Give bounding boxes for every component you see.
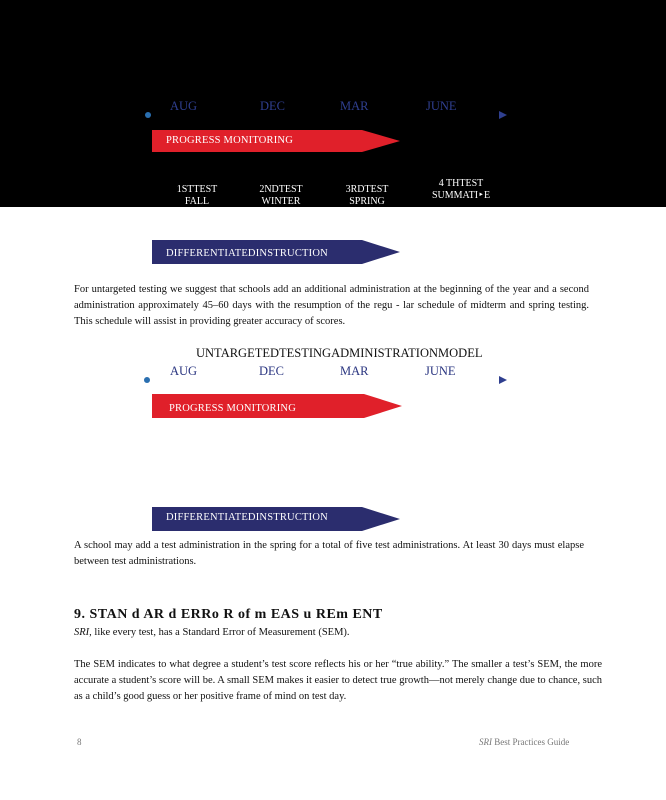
spring-administration-paragraph: A school may add a test administration in the spring for a total of five test administrations. At least 30 days must elapse between test administrations. <box>74 540 584 567</box>
sem-intro: SRI, like every test, has a Standard Error of Measurement (SEM). <box>74 627 350 638</box>
timeline1-month-dec: DEC <box>260 99 285 113</box>
timeline2-month-june: JUNE <box>425 364 456 378</box>
timeline2-month-mar: MAR <box>340 364 369 378</box>
sem-explanation-paragraph: The SEM indicates to what degree a student’s test score reflects his or her “true ability.” The smaller a test’s SEM, the more accurate a student’s score will be. A small SEM makes it easier to detect true growth—not merely change due to chance, such as a child’s good guess or her positive frame of mind on test day. <box>74 659 602 702</box>
timeline2-month-aug: AUG <box>170 364 198 378</box>
differentiated-instruction-label-2: DIFFERENTIATEDINSTRUCTION <box>166 512 328 523</box>
untargeted-model-title: UNTARGETEDTESTINGADMINISTRATIONMODEL <box>196 346 483 360</box>
test-label-spring: 3RDTEST SPRING <box>345 184 389 207</box>
footer-guide-title: SRI Best Practices Guide <box>479 737 570 747</box>
progress-monitoring-label-2: PROGRESS MONITORING <box>169 403 297 414</box>
timeline1-month-aug: AUG <box>170 99 198 113</box>
test-label-winter: 2NDTEST WINTER <box>259 184 303 207</box>
timeline-start-dot-icon <box>145 112 151 118</box>
timeline2-end-arrow-icon <box>499 376 507 384</box>
test-label-fall: 1STTEST FALL <box>176 184 218 207</box>
test-label-summative: 4 THTEST SUMMATI‣E <box>431 178 491 201</box>
timeline-top-band <box>0 0 666 207</box>
timeline1-month-mar: MAR <box>340 99 369 113</box>
progress-monitoring-label: PROGRESS MONITORING <box>166 135 294 146</box>
untargeted-testing-paragraph: For untargeted testing we suggest that schools add an additional administration at the beginning of the year and a second administration approximately 45–60 days with the resumption of the regu - lar schedule of midterm and spring testing. This schedule will assist in providing greater accuracy of scores. <box>74 284 589 327</box>
timeline1-month-june: JUNE <box>426 99 457 113</box>
timeline-end-arrow-icon <box>499 111 507 119</box>
page-number: 8 <box>77 737 82 747</box>
timeline2-start-dot-icon <box>144 377 150 383</box>
section-title-sem: 9. STAN d AR d ERRo R of m EAS u REm ENT <box>74 607 383 622</box>
timeline2-month-dec: DEC <box>259 364 284 378</box>
differentiated-instruction-label: DIFFERENTIATEDINSTRUCTION <box>166 248 328 259</box>
